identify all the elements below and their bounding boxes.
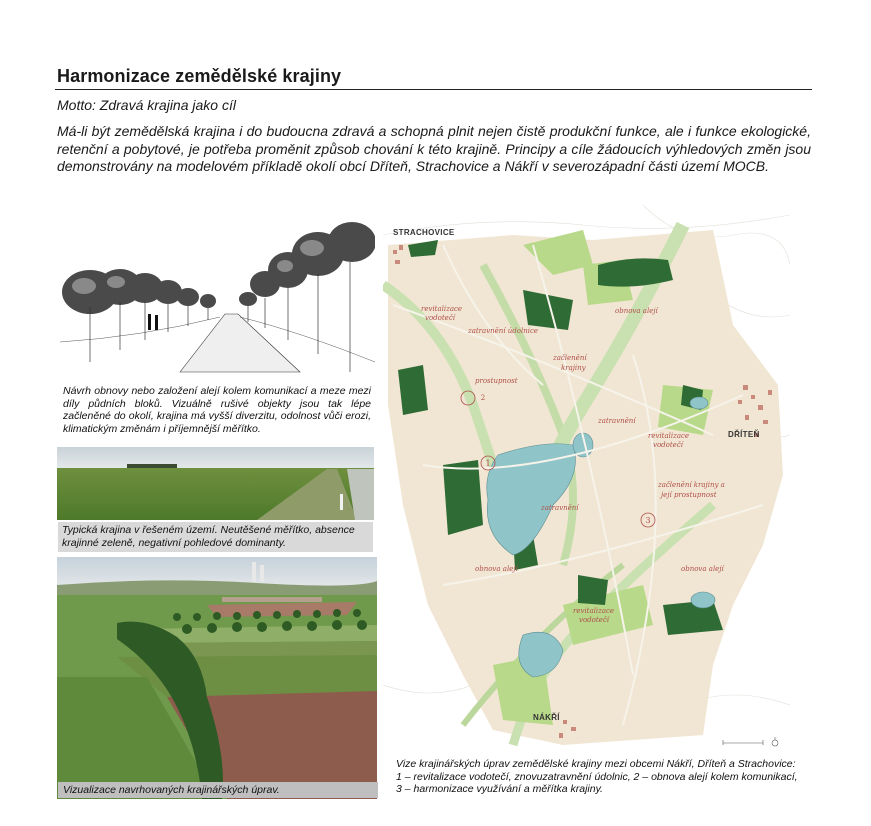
map-label-revitalization-1a: revitalizace: [421, 305, 463, 313]
map-marker-2: 2: [480, 394, 486, 402]
intro-paragraph: Má-li být zemědělská krajina i do budoucna zdravá a schopná plnit nejen čistě produkční funkce, ale i funkce ekologické, retenční a pobytové, je potřeba proměnit způsob chování k této krajině. Principy a cíle žádoucích výhledových změn jsou demonstrovány na modelovém příkladě okolí obcí Dříteň, Strachovice a Nákří v severozápadní části území MOCB.: [57, 123, 811, 174]
photo-caption: Typická krajina v řešeném území. Neutěšené měřítko, absence krajinné zeleně, negativní pohledové dominanty.: [58, 522, 373, 552]
sketch-caption: Návrh obnovy nebo založení alejí kolem komunikací a meze mezi díly půdních bloků. Vizuálně rušivé objekty jsou tak lépe začleněné do okolí, krajina má vyšší diverzitu, odolnost vůči erozi, klimatickým změnám i příjemnější měřítko.: [63, 385, 371, 435]
map-label-grassing: zatravnění údolnice: [468, 327, 539, 335]
map-label-grassing-2: zatravnění: [598, 417, 636, 425]
page-title: Harmonizace zemědělské krajiny: [57, 66, 342, 86]
typical-landscape-photo: [57, 447, 374, 520]
map-label-revitalization-2b: vodotečí: [653, 441, 683, 449]
map-label-revitalization-3a: revitalizace: [573, 607, 615, 615]
map-label-integration-2a: začlenění krajiny a: [658, 481, 725, 489]
map-label-revitalization-3b: vodotečí: [579, 616, 609, 624]
village-strachovice-label: STRACHOVICE: [393, 228, 455, 237]
map-marker-3: 3: [645, 516, 651, 525]
map-label-permeability: prostupnost: [475, 377, 518, 385]
motto: Motto: Zdravá krajina jako cíl: [57, 97, 236, 113]
map-label-integration-2b: její prostupnost: [661, 491, 717, 499]
map-caption: Vize krajinářských úprav zemědělské krajiny mezi obcemi Nákří, Dříteň a Strachovice: 1 – revitalizace vodotečí, znovuzatravnění údolnic, 2 – obnova alejí kolem komunikací, 3 – harmonizace využívání a měřítka krajiny.: [396, 758, 798, 795]
visualization-caption: Vizualizace navrhovaných krajinářských úprav.: [58, 782, 378, 798]
village-driten-label: DŘÍTEŇ: [728, 430, 760, 439]
map-label-revitalization-2a: revitalizace: [648, 432, 690, 440]
village-nakri-label: NÁKŘÍ: [533, 713, 560, 722]
alley-sketch-image: [60, 222, 375, 382]
landscape-visualization-image: [57, 557, 377, 799]
landscape-vision-map: [383, 205, 790, 753]
map-label-integration-1a: začlenění: [553, 354, 587, 362]
map-label-revitalization-1b: vodotečí: [425, 314, 455, 322]
map-marker-1: 1: [485, 459, 491, 468]
title-divider: [55, 89, 812, 90]
map-label-alley-2: obnova alejí: [475, 565, 518, 573]
map-label-grassing-3: zatravnění: [541, 504, 579, 512]
map-label-alley-3: obnova alejí: [681, 565, 724, 573]
map-label-integration-1b: krajiny: [561, 364, 586, 372]
map-label-alley-1: obnova alejí: [615, 307, 658, 315]
